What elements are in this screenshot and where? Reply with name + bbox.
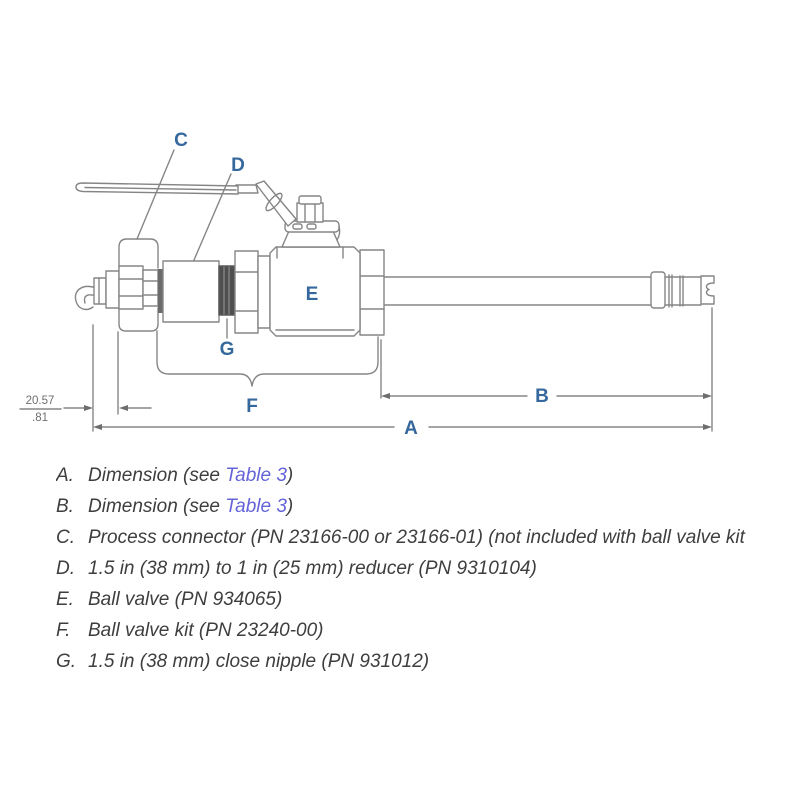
table-3-link[interactable]: Table 3 [225,465,287,486]
dimension-mm-value: 20.57 [25,395,55,407]
brace-f [157,331,378,386]
callout-a: A [404,418,418,439]
callout-g: G [219,339,235,360]
callout-c: C [174,130,188,151]
legend-text: Ball valve (PN 934065) [88,589,283,610]
connector-hex-nuts [119,266,163,313]
callout-f: F [246,396,258,417]
valve-handle [76,181,296,226]
callout-e: E [305,284,319,305]
legend-item-d [56,553,800,584]
table-3-link[interactable]: Table 3 [225,496,287,517]
legend-text: ) [286,496,294,517]
legend-text: 1.5 in (38 mm) close nipple (PN 931012) [88,651,430,672]
legend-text: 1.5 in (38 mm) to 1 in (25 mm) reducer (PN 9310104) [88,558,537,579]
legend-item-b [56,491,800,522]
legend-text: Dimension (see [88,465,226,486]
legend-item-c [56,522,800,553]
dimension-lines [20,393,712,430]
legend-letter: E. [56,589,74,610]
dimension-inch-value: .81 [32,412,48,424]
legend-item-e [56,584,800,615]
legend-text: Ball valve kit (PN 23240-00) [88,620,324,641]
legend-letter: C. [56,527,75,548]
legend [56,460,800,677]
legend-letter: G. [56,651,77,672]
reducer-block [163,261,219,322]
callout-b: B [535,386,549,407]
legend-letter: D. [56,558,75,579]
valve-left-coupling [235,251,270,333]
legend-item-f [56,615,800,646]
legend-letter: B. [56,496,74,517]
legend-text: Process connector (PN 23166-00 or 23166-01) (not included with ball valve kit [88,527,745,548]
legend-letter: A. [56,465,74,486]
legend-item-g [56,646,800,677]
probe-pipe [384,272,714,308]
legend-item-a [56,460,800,491]
legend-text: Dimension (see [88,496,226,517]
valve-right-coupling [360,250,384,335]
callout-d: D [231,155,245,176]
legend-text: ) [286,465,294,486]
close-nipple [219,266,235,315]
extension-lines [93,308,712,431]
elbow-fitting [75,271,119,309]
legend-letter: F. [56,620,71,641]
